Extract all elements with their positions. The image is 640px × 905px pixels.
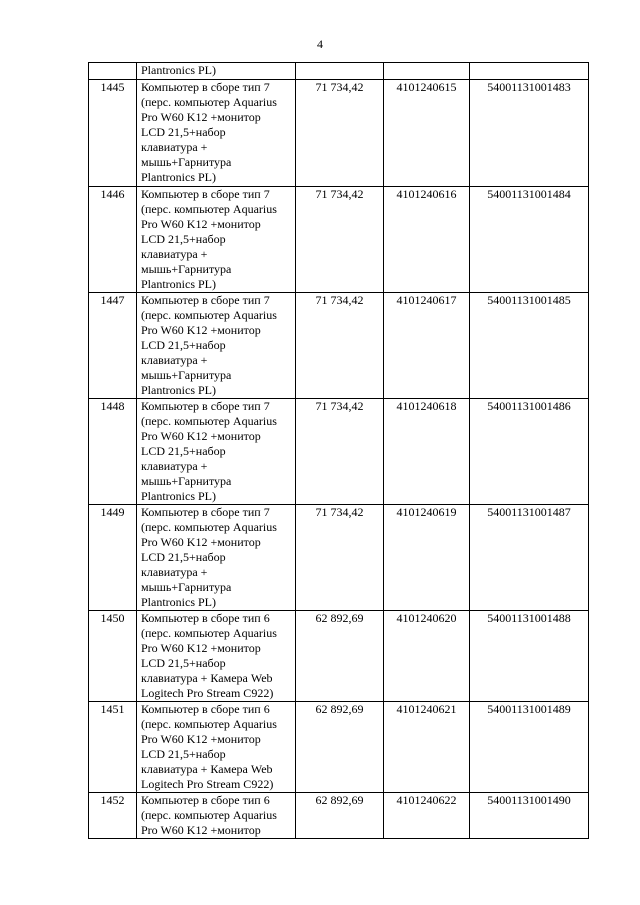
item-name-line: (перс. компьютер Aquarius — [141, 520, 277, 534]
inventory-number-cell: 4101240622 — [384, 793, 470, 839]
item-name-line: Компьютер в сборе тип 7 — [141, 505, 270, 519]
price-cell: 71 734,42 — [296, 80, 384, 187]
table-row — [89, 63, 589, 80]
table-row — [89, 399, 589, 505]
item-name-line: Plantronics PL) — [141, 277, 216, 291]
row-number-cell — [89, 63, 137, 80]
item-name-line: Plantronics PL) — [141, 595, 216, 609]
item-name-cell — [137, 399, 296, 505]
row-number-cell: 1452 — [89, 793, 137, 839]
price-cell: 71 734,42 — [296, 399, 384, 505]
item-name-line: (перс. компьютер Aquarius — [141, 202, 277, 216]
price-cell: 71 734,42 — [296, 187, 384, 293]
account-code-cell: 54001131001485 — [470, 293, 589, 399]
price-cell: 62 892,69 — [296, 611, 384, 702]
row-number-cell: 1450 — [89, 611, 137, 702]
item-name-line: мышь+Гарнитура — [141, 474, 232, 488]
item-name-line: LCD 21,5+набор — [141, 338, 226, 352]
item-name-cell — [137, 793, 296, 839]
item-name-line: Plantronics PL) — [141, 489, 216, 503]
inventory-number-cell: 4101240617 — [384, 293, 470, 399]
table-row — [89, 293, 589, 399]
item-name-line: клавиатура + — [141, 565, 208, 579]
item-name-line: (перс. компьютер Aquarius — [141, 717, 277, 731]
item-name-line: LCD 21,5+набор — [141, 550, 226, 564]
price-cell: 71 734,42 — [296, 505, 384, 611]
account-code-cell: 54001131001488 — [470, 611, 589, 702]
inventory-number-cell — [384, 63, 470, 80]
item-name-line: Компьютер в сборе тип 6 — [141, 702, 270, 716]
account-code-cell: 54001131001484 — [470, 187, 589, 293]
table-row — [89, 793, 589, 839]
item-name-line: мышь+Гарнитура — [141, 580, 232, 594]
table-row — [89, 611, 589, 702]
item-name-line: Компьютер в сборе тип 7 — [141, 187, 270, 201]
table-row — [89, 702, 589, 793]
item-name-line: Компьютер в сборе тип 6 — [141, 611, 270, 625]
inventory-number-cell: 4101240616 — [384, 187, 470, 293]
item-name-cell — [137, 505, 296, 611]
item-name-line: Plantronics PL) — [141, 170, 216, 184]
item-name-line: LCD 21,5+набор — [141, 656, 226, 670]
item-name-line: Logitech Pro Stream C922) — [141, 686, 274, 700]
row-number-cell: 1449 — [89, 505, 137, 611]
item-name-line: Logitech Pro Stream C922) — [141, 777, 274, 791]
item-name-line: мышь+Гарнитура — [141, 155, 232, 169]
item-name-line: клавиатура + — [141, 247, 208, 261]
inventory-number-cell: 4101240620 — [384, 611, 470, 702]
item-name-line: Plantronics PL) — [141, 383, 216, 397]
item-name-line: клавиатура + Камера Web — [141, 762, 273, 776]
item-name-line: (перс. компьютер Aquarius — [141, 808, 277, 822]
item-name-line: Компьютер в сборе тип 7 — [141, 80, 270, 94]
item-name-line: Pro W60 K12 +монитор — [141, 641, 261, 655]
row-number-cell: 1445 — [89, 80, 137, 187]
account-code-cell: 54001131001483 — [470, 80, 589, 187]
item-name-line: (перс. компьютер Aquarius — [141, 95, 277, 109]
row-number-cell: 1448 — [89, 399, 137, 505]
item-name-cell — [137, 293, 296, 399]
item-name-line: Компьютер в сборе тип 7 — [141, 399, 270, 413]
row-number-cell: 1447 — [89, 293, 137, 399]
item-name-line: (перс. компьютер Aquarius — [141, 308, 277, 322]
item-name-cell — [137, 80, 296, 187]
price-cell: 71 734,42 — [296, 293, 384, 399]
inventory-number-cell: 4101240615 — [384, 80, 470, 187]
price-cell: 62 892,69 — [296, 793, 384, 839]
item-name-line: (перс. компьютер Aquarius — [141, 414, 277, 428]
item-name-line: мышь+Гарнитура — [141, 262, 232, 276]
item-name-line: Pro W60 K12 +монитор — [141, 535, 261, 549]
price-cell — [296, 63, 384, 80]
inventory-table-body — [89, 63, 589, 839]
table-row — [89, 80, 589, 187]
item-name-line: Pro W60 K12 +монитор — [141, 823, 261, 837]
item-name-line: LCD 21,5+набор — [141, 747, 226, 761]
table-row — [89, 187, 589, 293]
inventory-number-cell: 4101240618 — [384, 399, 470, 505]
item-name-cell — [137, 611, 296, 702]
item-name-cell — [137, 702, 296, 793]
account-code-cell: 54001131001490 — [470, 793, 589, 839]
account-code-cell — [470, 63, 589, 80]
item-name-line: клавиатура + — [141, 353, 208, 367]
item-name-line: Pro W60 K12 +монитор — [141, 732, 261, 746]
item-name-line: LCD 21,5+набор — [141, 232, 226, 246]
item-name-line: Pro W60 K12 +монитор — [141, 110, 261, 124]
table-row — [89, 505, 589, 611]
item-name-cell — [137, 63, 296, 80]
inventory-number-cell: 4101240619 — [384, 505, 470, 611]
item-name-line: Pro W60 K12 +монитор — [141, 429, 261, 443]
account-code-cell: 54001131001486 — [470, 399, 589, 505]
account-code-cell: 54001131001487 — [470, 505, 589, 611]
item-name-line: Pro W60 K12 +монитор — [141, 323, 261, 337]
item-name-line: клавиатура + Камера Web — [141, 671, 273, 685]
item-name-line: клавиатура + — [141, 140, 208, 154]
item-name-line: Компьютер в сборе тип 6 — [141, 793, 270, 807]
item-name-line: мышь+Гарнитура — [141, 368, 232, 382]
inventory-table — [88, 62, 589, 839]
item-name-line: LCD 21,5+набор — [141, 125, 226, 139]
inventory-number-cell: 4101240621 — [384, 702, 470, 793]
row-number-cell: 1451 — [89, 702, 137, 793]
item-name-line: Plantronics PL) — [141, 63, 216, 77]
item-name-line: клавиатура + — [141, 459, 208, 473]
page-number: 4 — [317, 37, 323, 51]
item-name-line: Компьютер в сборе тип 7 — [141, 293, 270, 307]
account-code-cell: 54001131001489 — [470, 702, 589, 793]
item-name-line: (перс. компьютер Aquarius — [141, 626, 277, 640]
item-name-cell — [137, 187, 296, 293]
row-number-cell: 1446 — [89, 187, 137, 293]
price-cell: 62 892,69 — [296, 702, 384, 793]
item-name-line: Pro W60 K12 +монитор — [141, 217, 261, 231]
item-name-line: LCD 21,5+набор — [141, 444, 226, 458]
